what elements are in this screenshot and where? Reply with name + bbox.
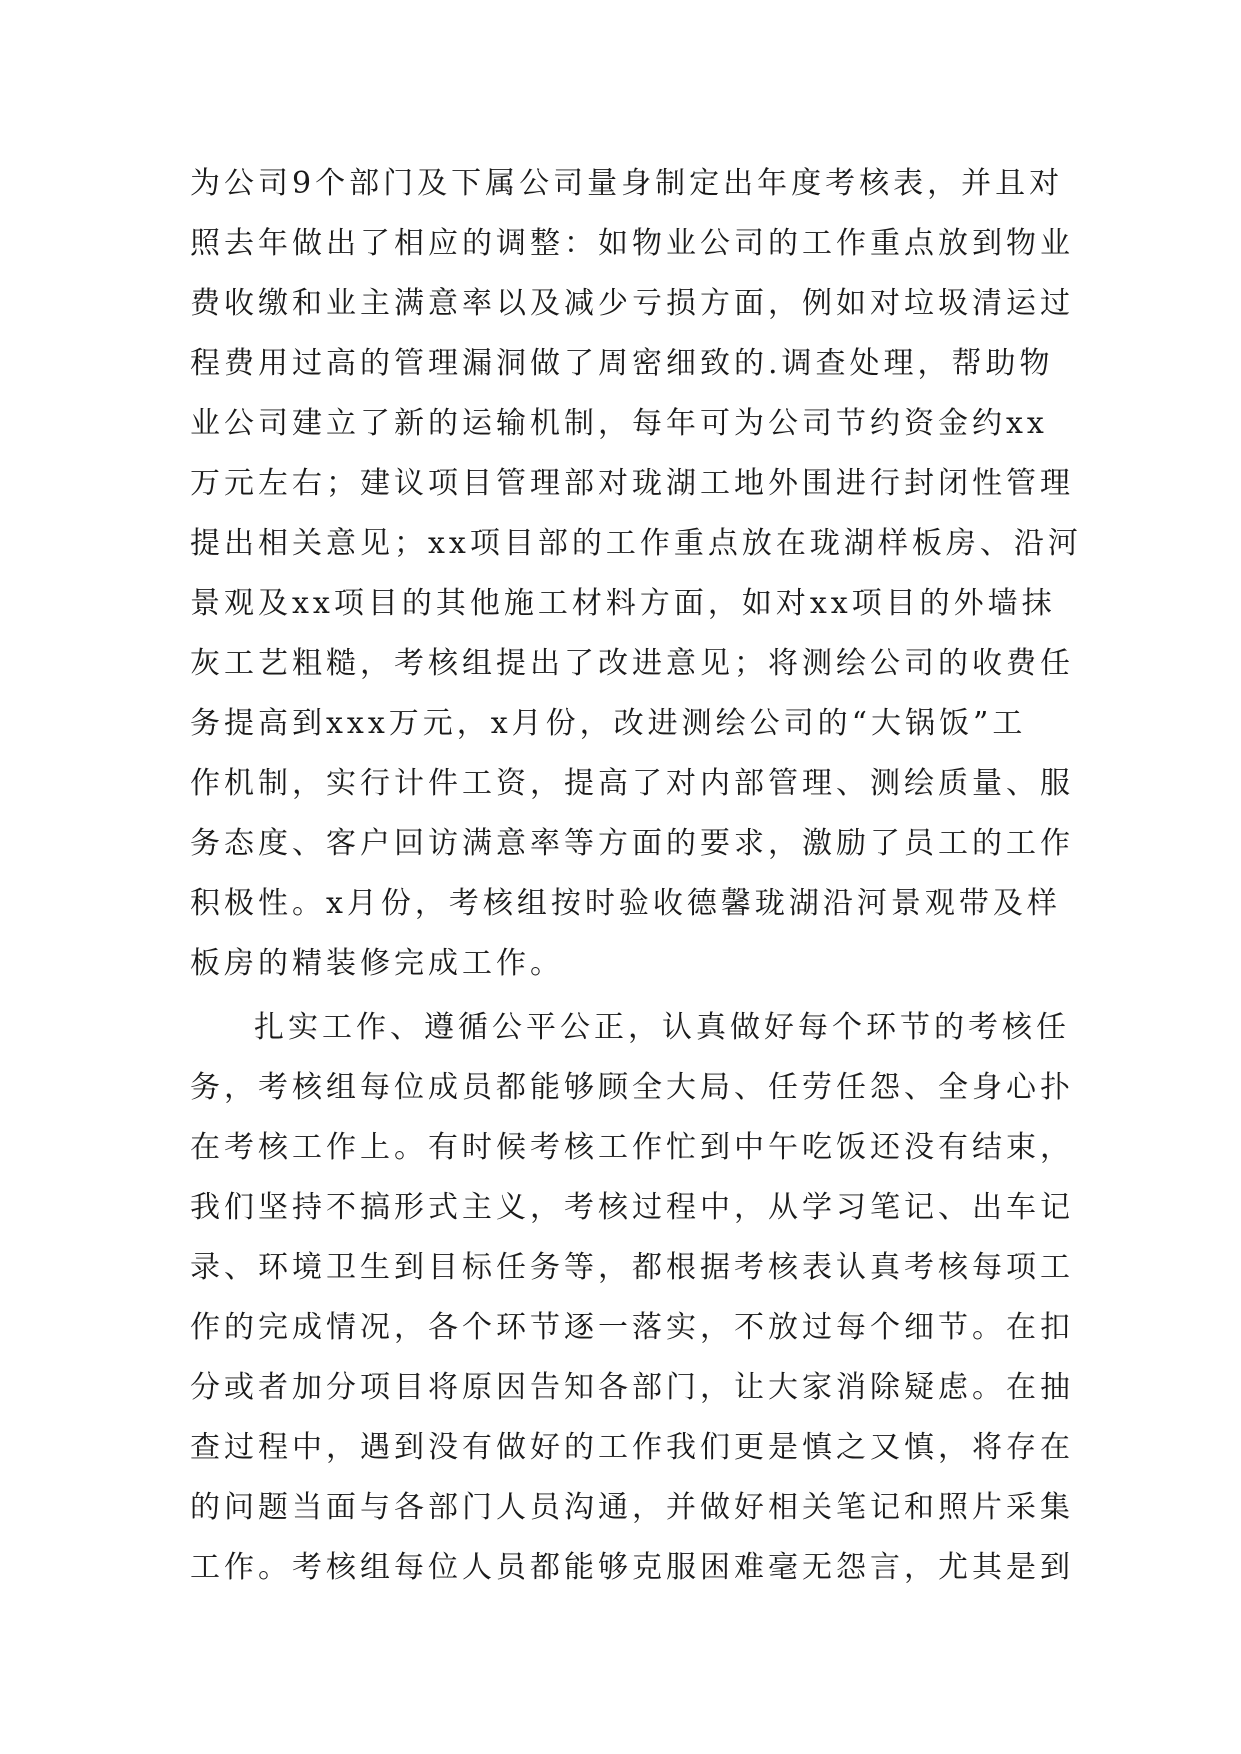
- paragraph-line: 扎实工作、遵循公平公正，认真做好每个环节的考核任: [254, 1010, 1070, 1045]
- paragraph-line: 作的完成情况，各个环节逐一落实，不放过每个细节。在扣: [190, 1310, 1074, 1345]
- paragraph-line: 务态度、客户回访满意率等方面的要求，激励了员工的工作: [190, 826, 1074, 861]
- paragraph-line: 务提高到xxx万元，x月份，改进测绘公司的“大锅饭”工: [190, 706, 1027, 741]
- paragraph-line: 查过程中，遇到没有做好的工作我们更是慎之又慎，将存在: [190, 1430, 1074, 1465]
- document-body: [190, 154, 1082, 1598]
- paragraph-line: 照去年做出了相应的调整：如物业公司的工作重点放到物业: [190, 226, 1074, 261]
- paragraph-line: 万元左右；建议项目管理部对珑湖工地外围进行封闭性管理: [190, 466, 1074, 501]
- paragraph-line: 作机制，实行计件工资，提高了对内部管理、测绘质量、服: [190, 766, 1074, 801]
- paragraph-line: 灰工艺粗糙，考核组提出了改进意见；将测绘公司的收费任: [190, 646, 1074, 681]
- paragraph-line: 景观及xx项目的其他施工材料方面，如对xx项目的外墙抹: [190, 586, 1056, 621]
- paragraph-line: 提出相关意见；xx项目部的工作重点放在珑湖样板房、沿河: [190, 526, 1082, 561]
- paragraph-line: 录、环境卫生到目标任务等，都根据考核表认真考核每项工: [190, 1250, 1074, 1285]
- paragraph-line: 我们坚持不搞形式主义，考核过程中，从学习笔记、出车记: [190, 1190, 1074, 1225]
- paragraph-line: 积极性。x月份，考核组按时验收德馨珑湖沿河景观带及样: [190, 886, 1061, 921]
- paragraph-line: 工作。考核组每位人员都能够克服困难毫无怨言，尤其是到: [190, 1550, 1074, 1585]
- paragraph-line: 费收缴和业主满意率以及减少亏损方面，例如对垃圾清运过: [190, 286, 1074, 321]
- paragraph-2: [190, 998, 1074, 1598]
- paragraph-line: 的问题当面与各部门人员沟通，并做好相关笔记和照片采集: [190, 1490, 1074, 1525]
- paragraph-line: 业公司建立了新的运输机制，每年可为公司节约资金约xx: [190, 406, 1048, 441]
- paragraph-line: 板房的精装修完成工作。: [190, 946, 564, 981]
- paragraph-line: 程费用过高的管理漏洞做了周密细致的.调查处理，帮助物: [190, 346, 1054, 381]
- paragraph-line: 分或者加分项目将原因告知各部门，让大家消除疑虑。在抽: [190, 1370, 1074, 1405]
- paragraph-line: 务，考核组每位成员都能够顾全大局、任劳任怨、全身心扑: [190, 1070, 1074, 1105]
- paragraph-line: 在考核工作上。有时候考核工作忙到中午吃饭还没有结束，: [190, 1130, 1074, 1165]
- paragraph-line: 为公司9个部门及下属公司量身制定出年度考核表，并且对: [190, 166, 1064, 201]
- paragraph-1: [190, 154, 1082, 994]
